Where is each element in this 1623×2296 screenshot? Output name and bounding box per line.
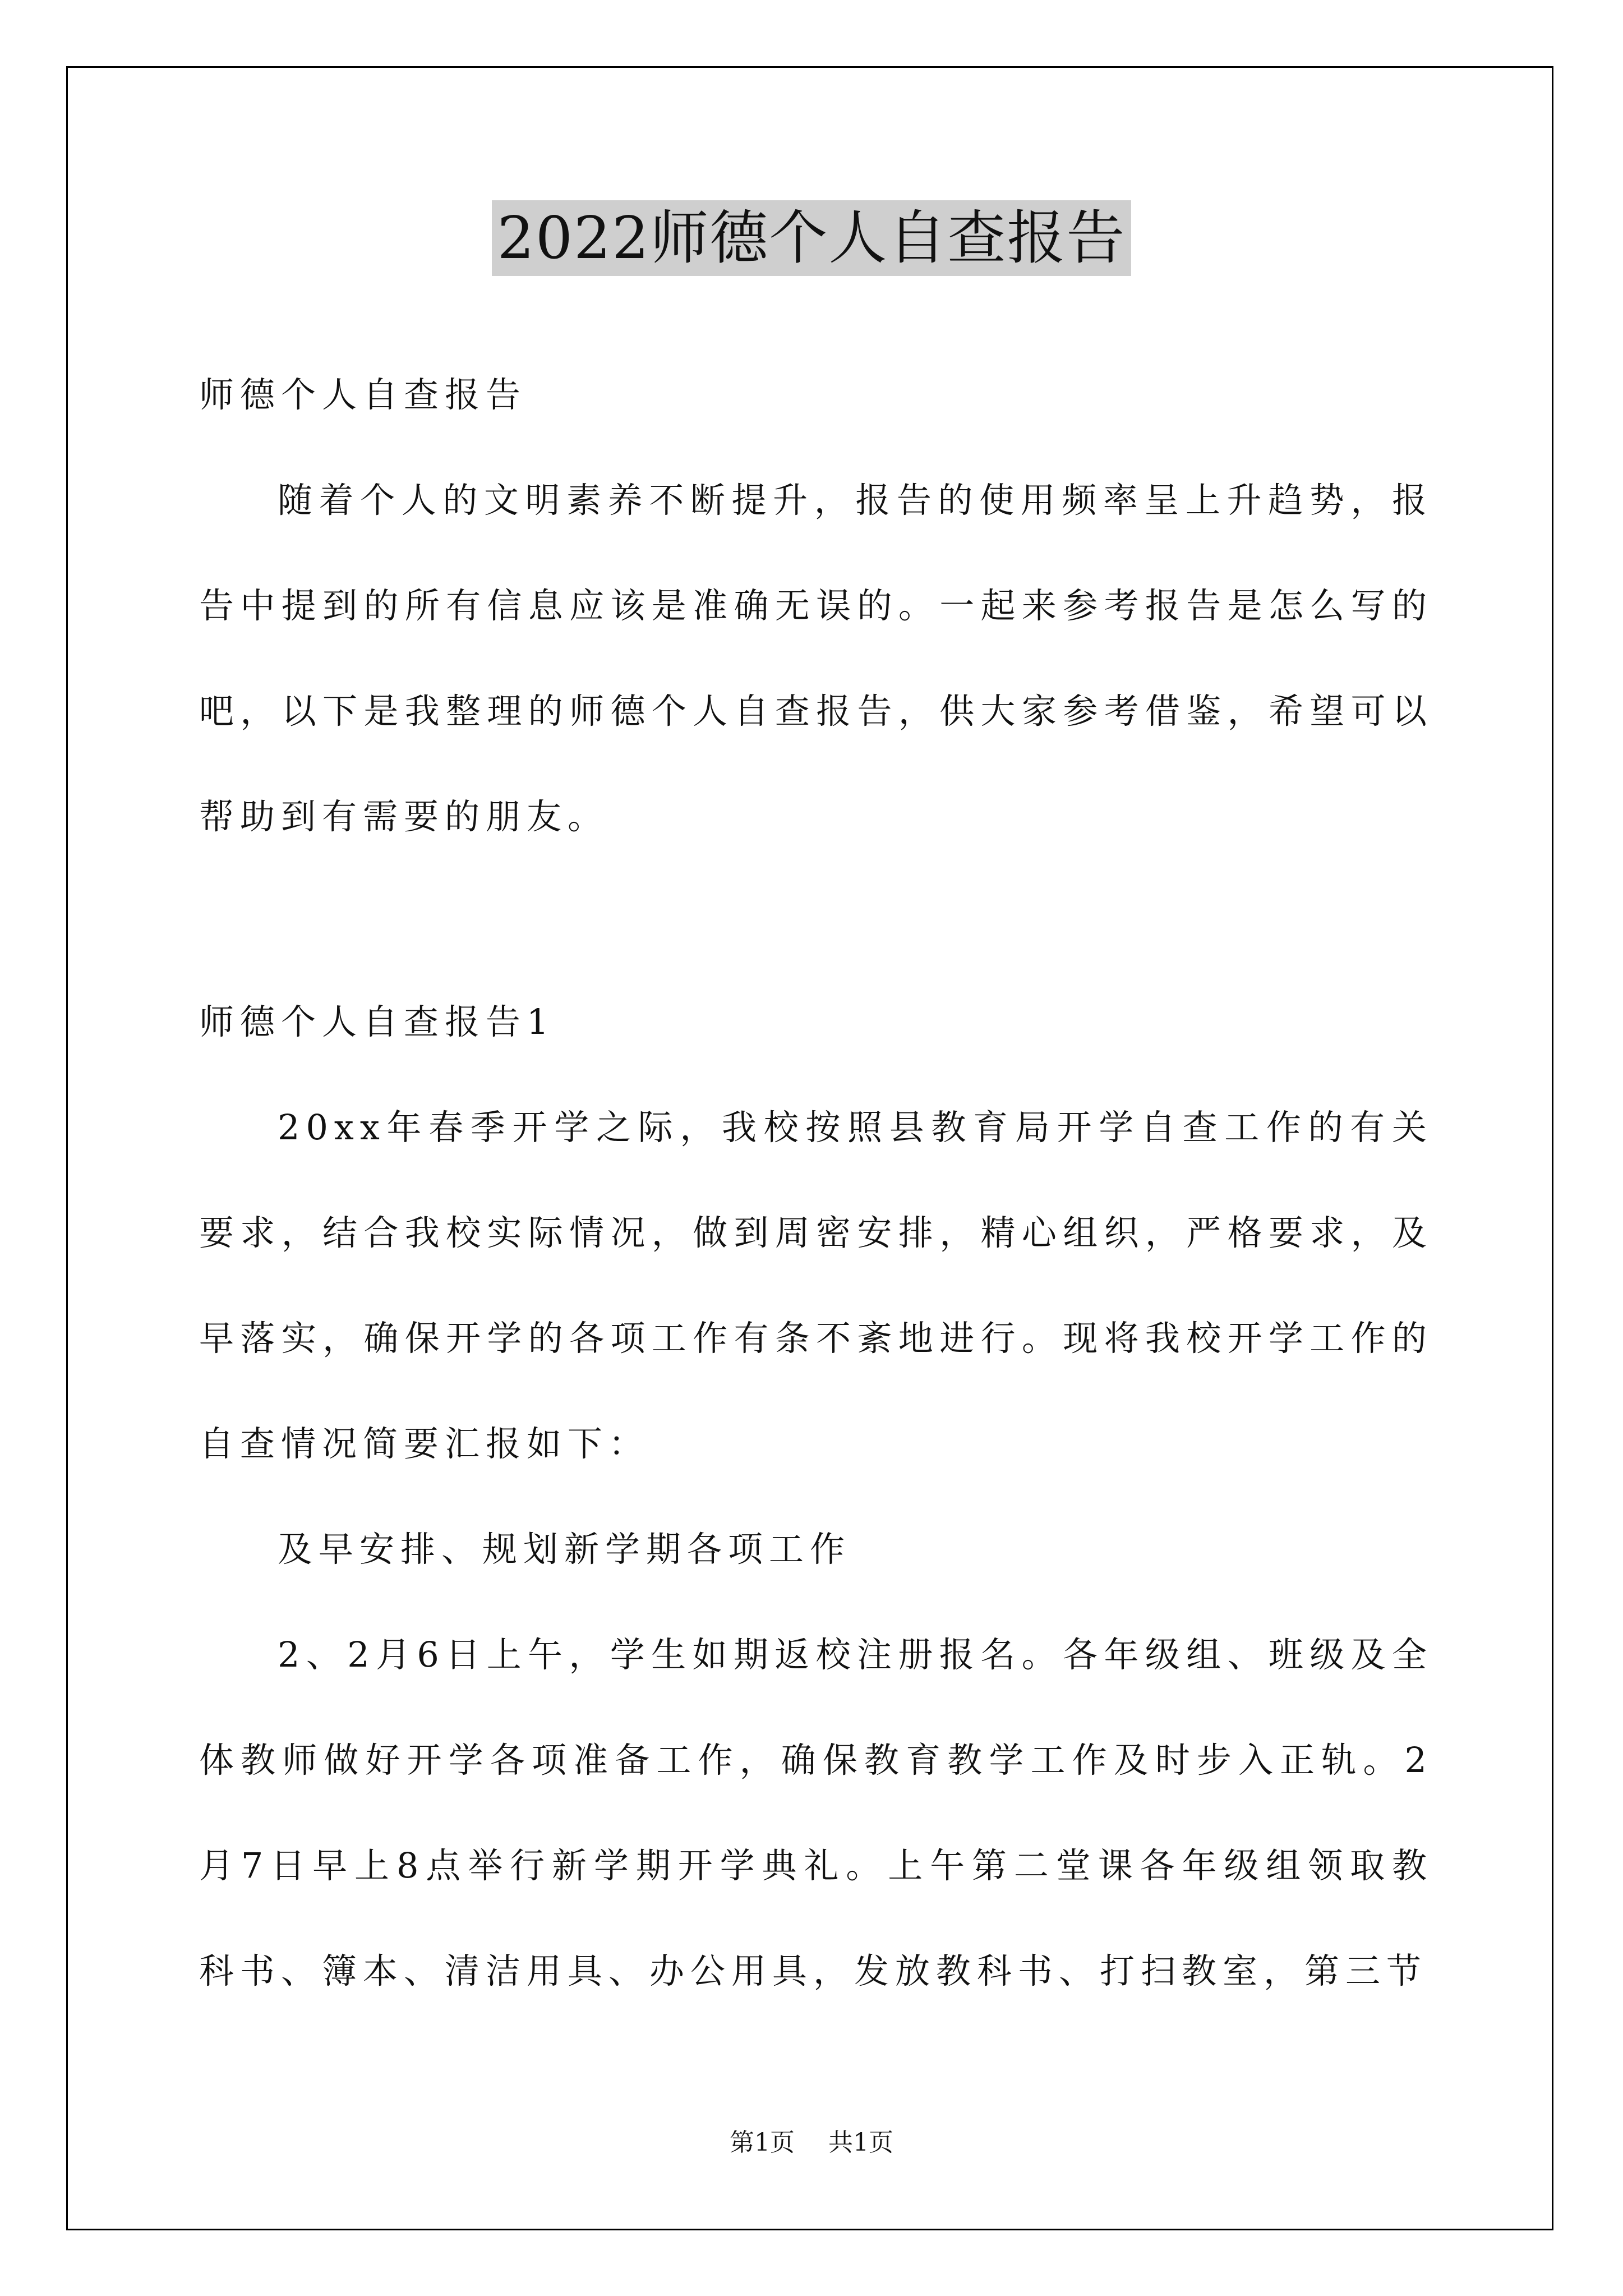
page-total: 共1页	[828, 2128, 893, 2157]
page-footer	[0, 2126, 1623, 2160]
body-paragraph: 20xx年春季开学之际，我校按照县教育局开学自查工作的有关要求，结合我校实际情况，做到周密安排，精心组织，严格要求，及早落实，确保开学的各项工作有条不紊地进行。现将我校开学工作的自查情况简要汇报如下：	[199, 1107, 1433, 1464]
body-paragraph: 及早安排、规划新学期各项工作	[278, 1529, 851, 1570]
intro-paragraph: 随着个人的文明素养不断提升，报告的使用频率呈上升趋势，报告中提到的所有信息应该是准确无误的。一起来参考报告是怎么写的吧，以下是我整理的师德个人自查报告，供大家参考借鉴，希望可以帮助到有需要的朋友。	[199, 480, 1433, 837]
body-paragraph: 2、2月6日上午，学生如期返校注册报名。各年级组、班级及全体教师做好开学各项准备工作，确保教育教学工作及时步入正轨。2月7日早上8点举行新学期开学典礼。上午第二堂课各年级组领取教科书、簿本、清洁用具、办公用具，发放教科书、打扫教室，第三节	[199, 1634, 1433, 1991]
page-number: 第1页	[730, 2128, 795, 2157]
intro-heading: 师德个人自查报告	[199, 374, 527, 415]
document-body	[199, 342, 1433, 2024]
document-title: 2022师德个人自查报告	[492, 200, 1132, 276]
title-container	[0, 200, 1623, 276]
section-heading: 师德个人自查报告1	[199, 1001, 555, 1042]
